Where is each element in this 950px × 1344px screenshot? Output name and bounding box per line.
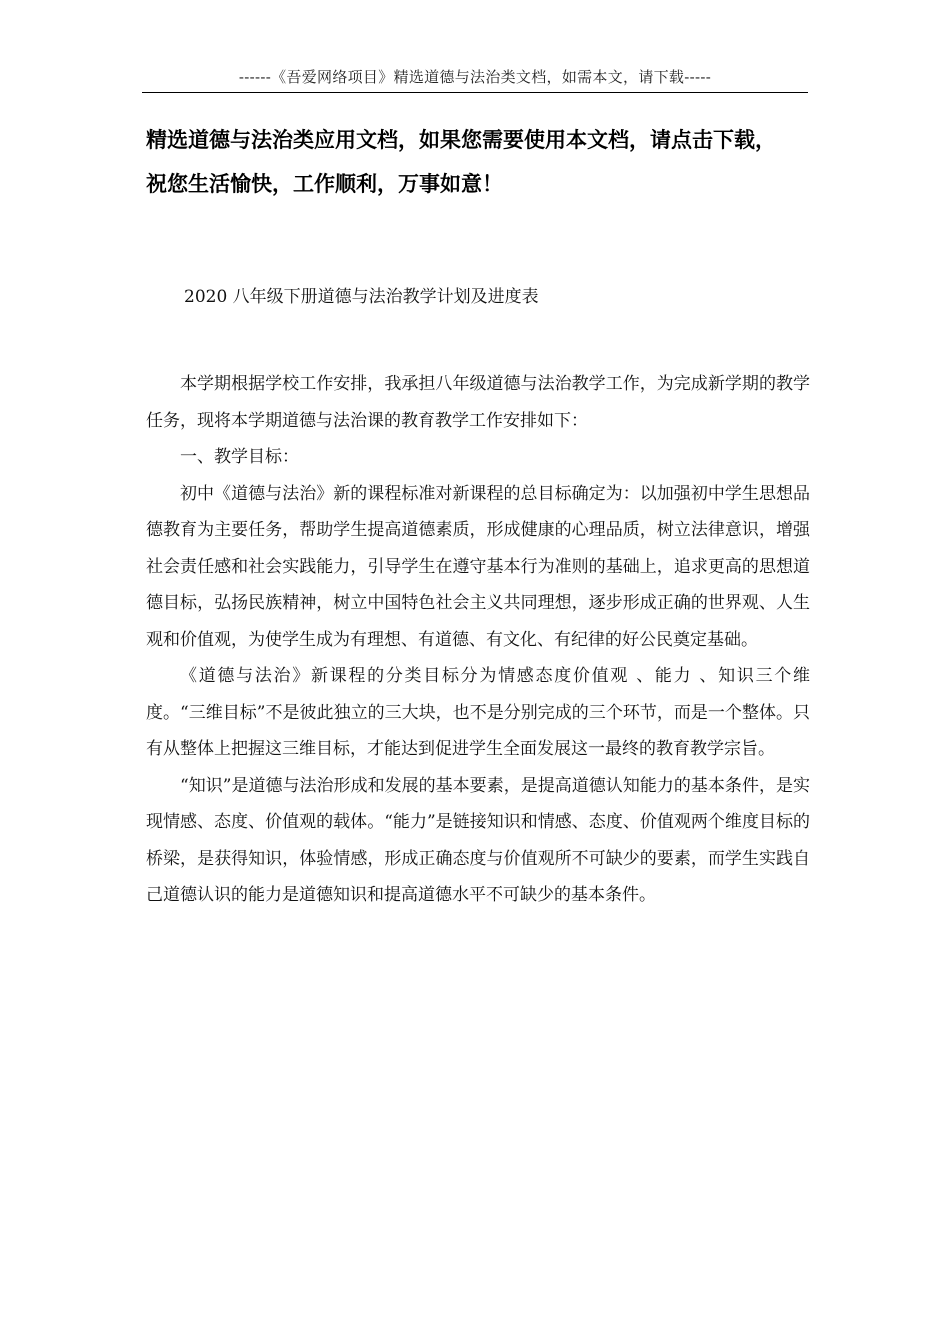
document-title: 2020 八年级下册道德与法治教学计划及进度表: [184, 287, 539, 307]
paragraph-knowledge-ability: “知识”是道德与法治形成和发展的基本要素，是提高道德认知能力的基本条件，是实现情感、态度、价值观的载体。“能力”是链接知识和情感、态度、价值观两个维度目标的桥梁，是获得知识，体验情感，形成正确态度与价值观所不可缺少的要素，而学生实践自己道德认识的能力是道德知识和提高道德水平不可缺少的基本条件。: [146, 775, 810, 905]
document-body: [146, 366, 810, 914]
paragraph-intro: 本学期根据学校工作安排，我承担八年级道德与法治教学工作，为完成新学期的教学任务，现将本学期道德与法治课的教育教学工作安排如下：: [146, 374, 810, 431]
header-divider: [142, 92, 808, 93]
promo-line-2: 祝您生活愉快，工作顺利，万事如意！: [146, 172, 503, 196]
promo-block: [146, 118, 810, 206]
promo-line-1: 精选道德与法治类应用文档，如果您需要使用本文档，请点击下载，: [146, 128, 776, 152]
paragraph-dimensions: 《道德与法治》新课程的分类目标分为情感态度价值观 、能力 、知识三个维度。“三维目标”不是彼此独立的三大块，也不是分别完成的三个环节，而是一个整体。只有从整体上把握这三维目标，才能达到促进学生全面发展这一最终的教育教学宗旨。: [146, 666, 810, 759]
paragraph-goals: 初中《道德与法治》新的课程标准对新课程的总目标确定为：以加强初中学生思想品德教育为主要任务，帮助学生提高道德素质，形成健康的心理品质，树立法律意识，增强社会责任感和社会实践能力，引导学生在遵守基本行为准则的基础上，追求更高的思想道德目标，弘扬民族精神，树立中国特色社会主义共同理想，逐步形成正确的世界观、人生观和价值观，为使学生成为有理想、有道德、有文化、有纪律的好公民奠定基础。: [146, 483, 810, 650]
header-banner: ------《吾爱网络项目》精选道德与法治类文档，如需本文，请下载-----: [238, 68, 712, 86]
section-heading-goals: 一、教学目标：: [180, 447, 299, 467]
